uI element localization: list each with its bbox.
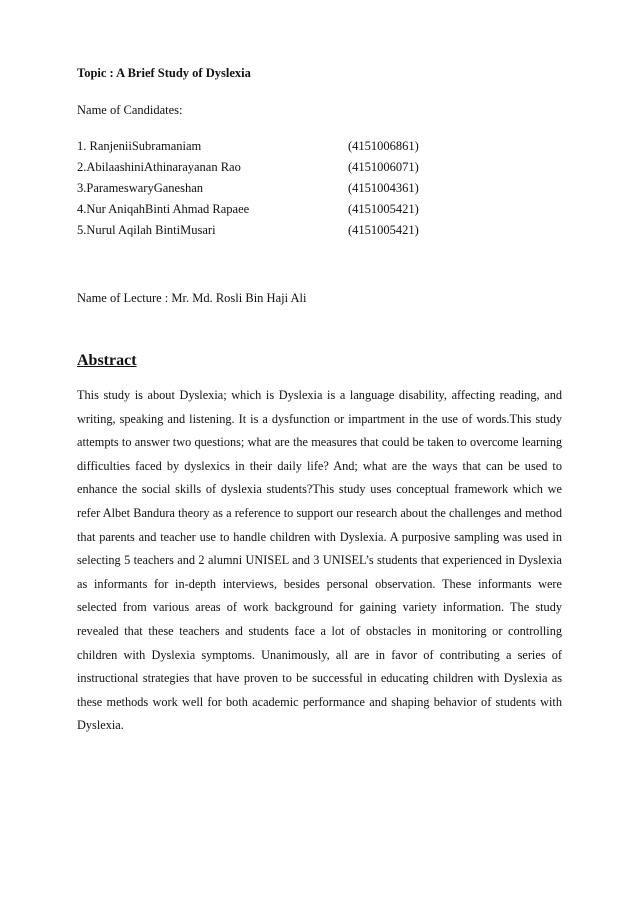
topic-title: Topic : A Brief Study of Dyslexia xyxy=(77,66,251,80)
candidate-row xyxy=(77,223,577,244)
abstract-heading: Abstract xyxy=(77,352,137,369)
candidate-id: (4151006071) xyxy=(348,160,419,174)
candidate-id: (4151005421) xyxy=(348,223,419,237)
candidate-id: (4151004361) xyxy=(348,181,419,195)
candidate-row xyxy=(77,139,577,160)
candidate-id: (4151005421) xyxy=(348,202,419,216)
candidate-name: 4.Nur AniqahBinti Ahmad Rapaee xyxy=(77,202,250,216)
candidate-row xyxy=(77,160,577,181)
candidate-row xyxy=(77,181,577,202)
candidate-row xyxy=(77,202,577,223)
candidate-name: 2.AbilaashiniAthinarayanan Rao xyxy=(77,160,241,174)
candidate-name: 1. RanjeniiSubramaniam xyxy=(77,139,202,153)
candidates-label: Name of Candidates: xyxy=(77,103,183,117)
candidate-name: 5.Nurul Aqilah BintiMusari xyxy=(77,223,216,237)
candidate-id: (4151006861) xyxy=(348,139,419,153)
abstract-body: This study is about Dyslexia; which is Dyslexia is a language disability, affecting reading, and writing, speaking and listening. It is a dysfunction or impartment in the use of words.This study attempts to answer two questions; what are the measures that could be taken to overcome learning difficulties faced by dyslexics in their daily life? And; what are the ways that can be used to enhance the social skills of dyslexia students?This study uses conceptual framework which we refer Albet Bandura theory as a reference to support our research about the challenges and method that parents and teacher use to handle children with Dyslexia. A purposive sampling was used in selecting 5 teachers and 2 alumni UNISEL and 3 UNISEL’s students that experienced in Dyslexia as informants for in-depth interviews, besides personal observation. These informants were selected from various areas of work background for gaining variety information. The study revealed that these teachers and students face a lot of obstacles in monitoring or controlling children with Dyslexia symptoms. Unanimously, all are in favor of contributing a series of instructional strategies that have proven to be successful in educating children with Dyslexia as these methods work well for both academic performance and shaping behavior of students with Dyslexia. xyxy=(77,388,562,733)
candidate-name: 3.ParameswaryGaneshan xyxy=(77,181,203,195)
candidate-list xyxy=(77,139,577,244)
lecturer-name: Name of Lecture : Mr. Md. Rosli Bin Haji Ali xyxy=(77,291,307,305)
